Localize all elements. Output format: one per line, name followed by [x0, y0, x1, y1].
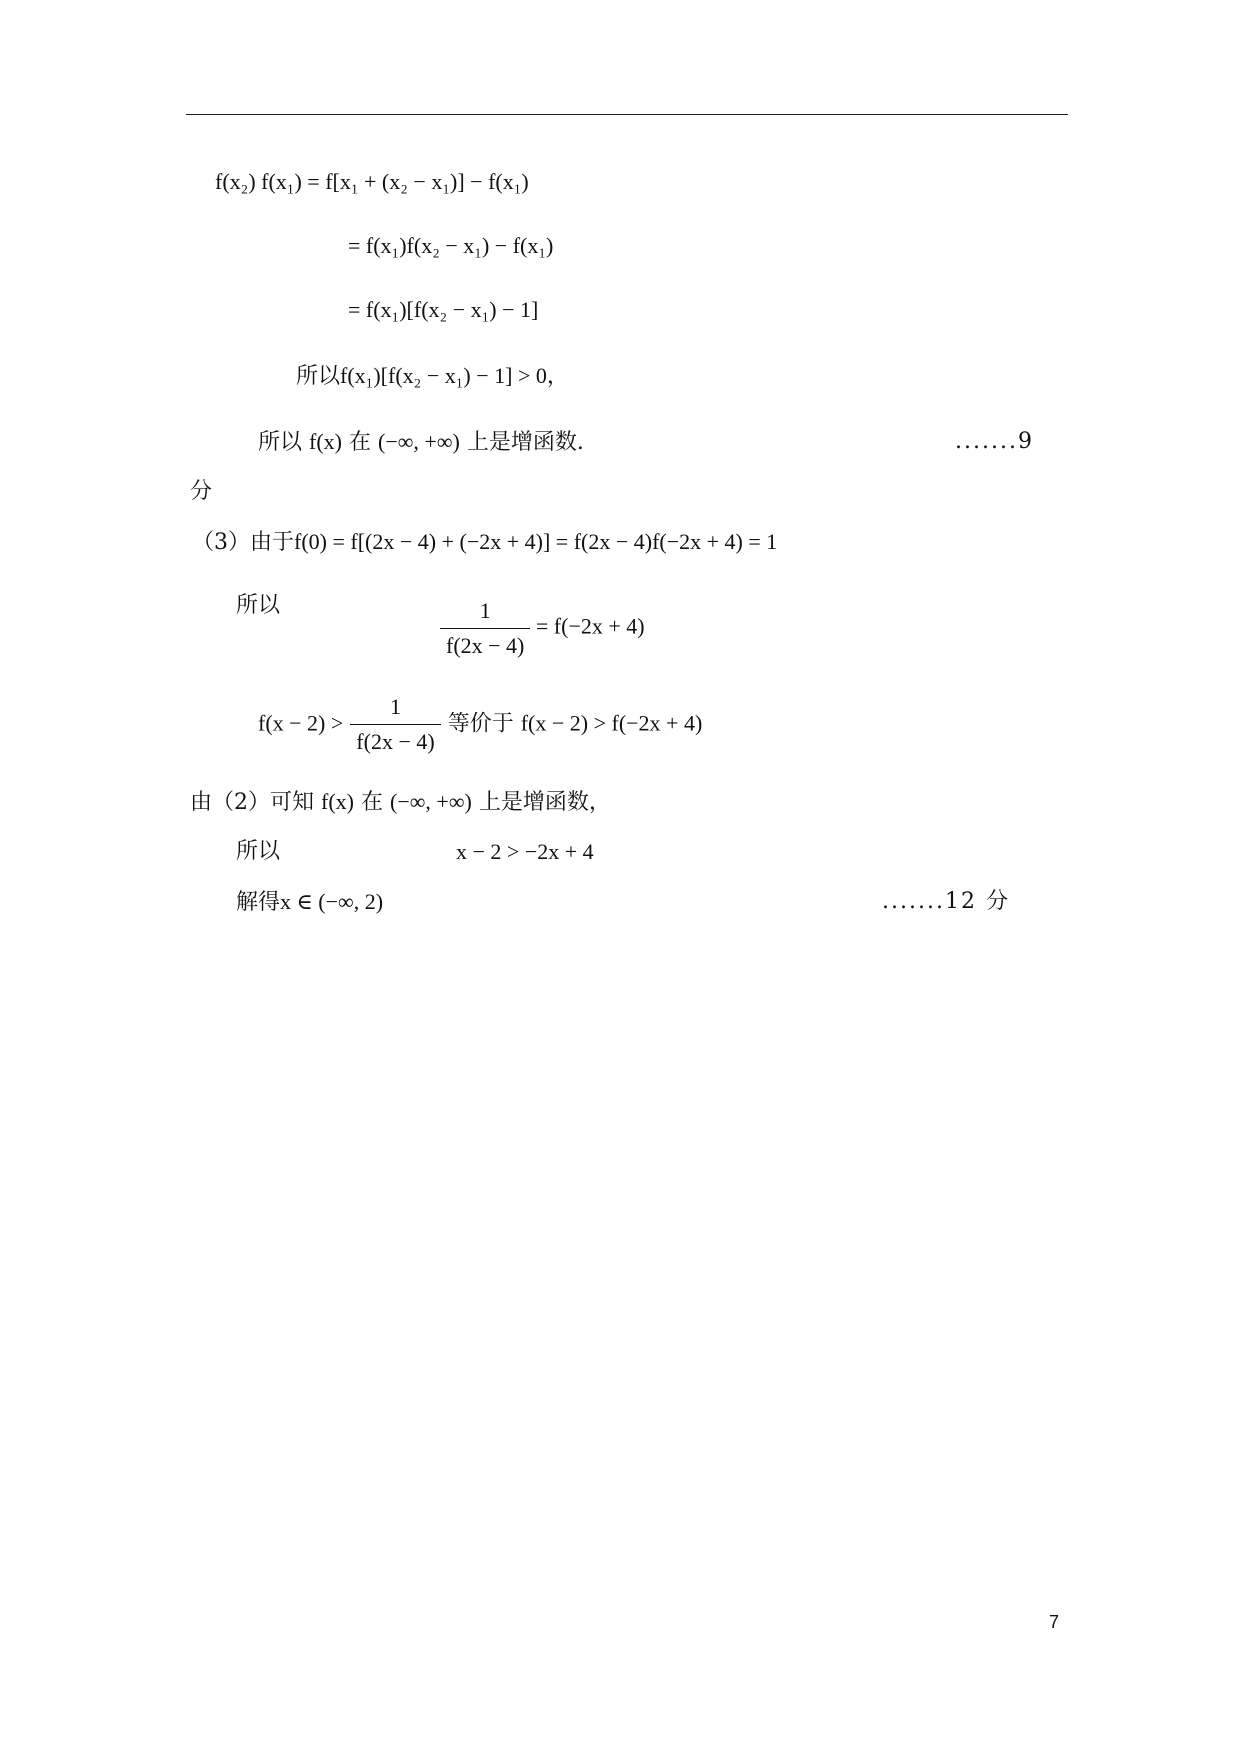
rhs: f(x − 2) > f(−2x + 4): [520, 710, 703, 736]
math: x ∈ (−∞, 2): [280, 889, 384, 914]
fraction: [440, 596, 530, 661]
text: 上是增函数.: [466, 430, 584, 455]
text: 由（2）可知: [190, 790, 314, 815]
numerator: 1: [479, 598, 491, 623]
text: 上是增函数，: [478, 790, 611, 815]
inequality-math: [456, 838, 594, 866]
score-dots: .......12: [882, 889, 977, 914]
inequality-line: [236, 838, 280, 866]
score-unit: 分: [190, 479, 213, 504]
text: 所以: [236, 593, 281, 618]
equation-line-2: [348, 232, 553, 260]
score-unit: 分: [985, 889, 1010, 914]
equation-line-3: [348, 296, 538, 324]
interval: (−∞, +∞): [378, 429, 460, 454]
score-wrap: [190, 478, 212, 506]
math: f(x): [309, 429, 342, 454]
text: 解得: [236, 890, 281, 915]
equation-text: = f(x₁)f(x₂ − x₁) − f(x₁): [348, 233, 554, 258]
numerator: 1: [389, 694, 401, 719]
part-label: （3）由于: [192, 530, 294, 555]
header-rule: [186, 114, 1068, 115]
math: f(0) = f[(2x − 4) + (−2x + 4)] = f(2x − 4)f(−2x + 4) = 1: [294, 529, 778, 554]
rhs: = f(−2x + 4): [535, 613, 645, 639]
lhs: f(x − 2) >: [258, 710, 344, 736]
denominator: f(2x − 4): [350, 724, 440, 757]
fraction: [350, 692, 440, 757]
math: f(x): [321, 789, 354, 814]
text: 所以: [258, 430, 303, 455]
text: 在: [360, 790, 383, 815]
fraction-line-2: [258, 692, 702, 757]
equation-line-1: [215, 168, 529, 196]
math: f(x₁)[f(x₂ − x₁) − 1] > 0，: [340, 363, 569, 388]
equation-text: = f(x₁)[f(x₂ − x₁) − 1]: [348, 297, 539, 322]
math: x − 2 > −2x + 4: [456, 839, 594, 864]
conclusion-line-1: [296, 362, 569, 391]
interval: (−∞, +∞): [390, 789, 472, 814]
score-marker-9: [955, 428, 1034, 456]
text: 所以: [236, 839, 281, 864]
fraction-eq-1: [440, 596, 645, 661]
text: 在: [349, 430, 372, 455]
score-marker-12: [882, 888, 1010, 916]
part-3-line: [192, 528, 777, 557]
text: 所以: [296, 364, 341, 389]
page-number: 7: [1048, 1612, 1059, 1632]
denominator: f(2x − 4): [440, 628, 530, 661]
score-dots: .......9: [955, 429, 1034, 454]
conclusion-line-2: [258, 428, 584, 457]
solution-line: [236, 888, 383, 917]
text: 等价于: [447, 711, 514, 737]
fraction-line-1: [236, 592, 280, 620]
reason-line: [190, 788, 611, 817]
equation-text: f(x₂) f(x₁) = f[x₁ + (x₂ − x₁)] − f(x₁): [215, 169, 529, 194]
